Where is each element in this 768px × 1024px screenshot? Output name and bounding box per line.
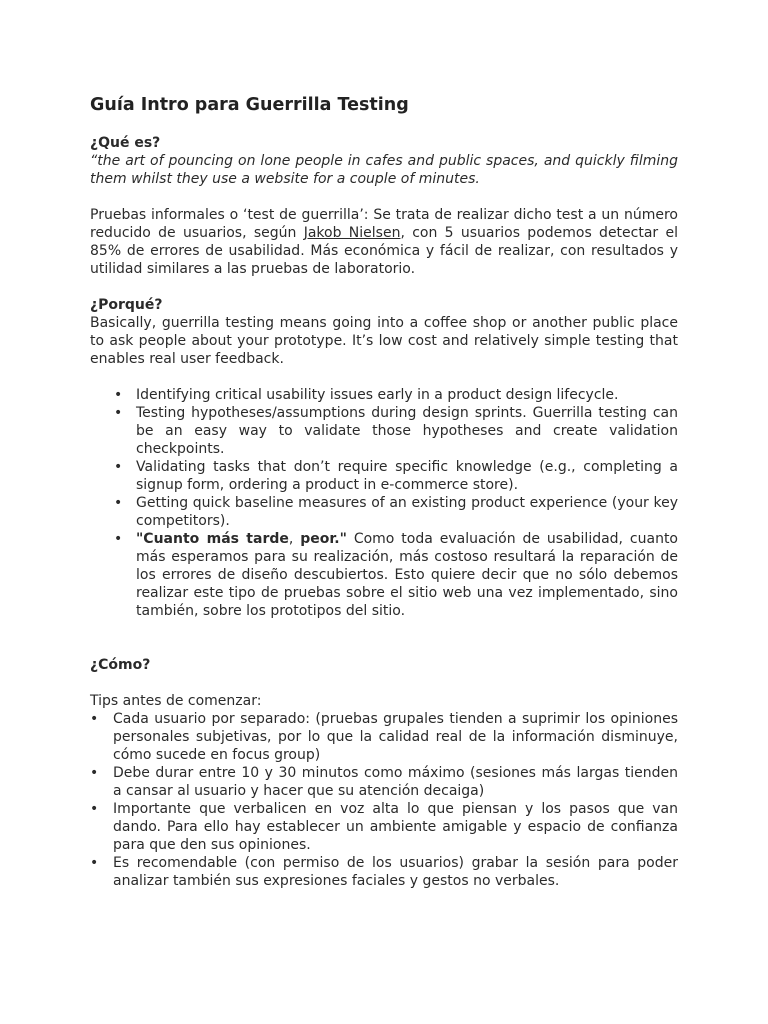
section-heading-porque: ¿Porqué? <box>90 297 163 313</box>
bullet-icon: • <box>90 801 99 817</box>
bullet-icon: • <box>114 459 123 475</box>
porque-bullet-list <box>90 386 678 620</box>
porque-paragraph: Basically, guerrilla testing means going into a coffee shop or another public place to ask people about your prototype. It’s low cost and relatively simple testing that enables real user feedback. <box>90 315 678 367</box>
list-item <box>90 530 678 620</box>
list-item <box>90 800 678 854</box>
list-item-text: Getting quick baseline measures of an existing product experience (your key competitors). <box>136 495 678 529</box>
list-item-text: Cada usuario por separado: (pruebas grupales tienden a suprimir los opiniones personales subjetivas, por lo que la calidad real de la información disminuye, cómo sucede en focus group) <box>113 711 678 763</box>
bullet-icon: • <box>114 387 123 403</box>
bullet-icon: • <box>90 765 99 781</box>
list-item <box>90 854 678 890</box>
tips-intro: Tips antes de comenzar: <box>90 693 262 709</box>
spacer <box>90 674 678 692</box>
bold-phrase-b: peor." <box>300 531 347 547</box>
bold-phrase-a: "Cuanto más tarde <box>136 531 289 547</box>
spacer <box>90 278 678 296</box>
como-bullet-list <box>90 710 678 890</box>
bullet-icon: • <box>90 711 99 727</box>
bullet-icon: • <box>114 405 123 421</box>
list-item <box>90 710 678 764</box>
list-item <box>90 404 678 458</box>
list-item-text: Validating tasks that don’t require specific knowledge (e.g., completing a signup form, ordering a product in e-commerce store). <box>136 459 678 493</box>
bullet-icon: • <box>90 855 99 871</box>
list-item <box>90 764 678 800</box>
section-heading-como: ¿Cómo? <box>90 657 151 673</box>
document-title: Guía Intro para Guerrilla Testing <box>90 95 409 115</box>
spacer <box>90 368 678 386</box>
list-item-text: Testing hypotheses/assumptions during design sprints. Guerrilla testing can be an easy way to validate those hypotheses and create validation checkpoints. <box>136 405 678 457</box>
list-item <box>90 494 678 530</box>
intro-text-start: Pruebas informales o ‘test de guerrilla’: Se trata de realizar dicho test a un número reducido de usuarios, según <box>90 207 678 241</box>
jakob-nielsen-link[interactable]: Jakob Nielsen <box>303 225 401 241</box>
phrase-separator: , <box>288 531 301 547</box>
document-body <box>90 94 678 890</box>
section-heading-que-es: ¿Qué es? <box>90 135 161 151</box>
intro-paragraph <box>90 206 678 278</box>
bullet-icon: • <box>114 495 123 511</box>
list-item-text: Importante que verbalicen en voz alta lo que piensan y los pasos que van dando. Para ello hay establecer un ambiente amigable y espacio de confianza para que den sus opiniones. <box>113 801 678 853</box>
list-item-text: Debe durar entre 10 y 30 minutos como máximo (sesiones más largas tienden a cansar al usuario y hacer que su atención decaiga) <box>113 765 678 799</box>
list-item-text: Identifying critical usability issues early in a product design lifecycle. <box>136 387 619 403</box>
list-item-text: Como toda evaluación de usabilidad, cuanto más esperamos para su realización, más costoso resultará la reparación de los errores de diseño descubiertos. Esto quiere decir que no sólo debemos realizar este tipo de pruebas sobre el sitio web una vez implementado, sino también, sobre los prototipos del sitio. <box>136 531 679 619</box>
spacer <box>90 620 678 656</box>
quote-text: “the art of pouncing on lone people in cafes and public spaces, and quickly filming them whilst they use a website for a couple of minutes. <box>90 153 678 187</box>
list-item-text: Es recomendable (con permiso de los usuarios) grabar la sesión para poder analizar también sus expresiones faciales y gestos no verbales. <box>113 855 678 889</box>
list-item <box>90 386 678 404</box>
intro-text-end: , con 5 usuarios podemos detectar el 85% de errores de usabilidad. Más económica y fácil de realizar, con resultados y utilidad similares a las pruebas de laboratorio. <box>90 225 678 277</box>
list-item <box>90 458 678 494</box>
bullet-icon: • <box>114 531 123 547</box>
spacer <box>90 188 678 206</box>
